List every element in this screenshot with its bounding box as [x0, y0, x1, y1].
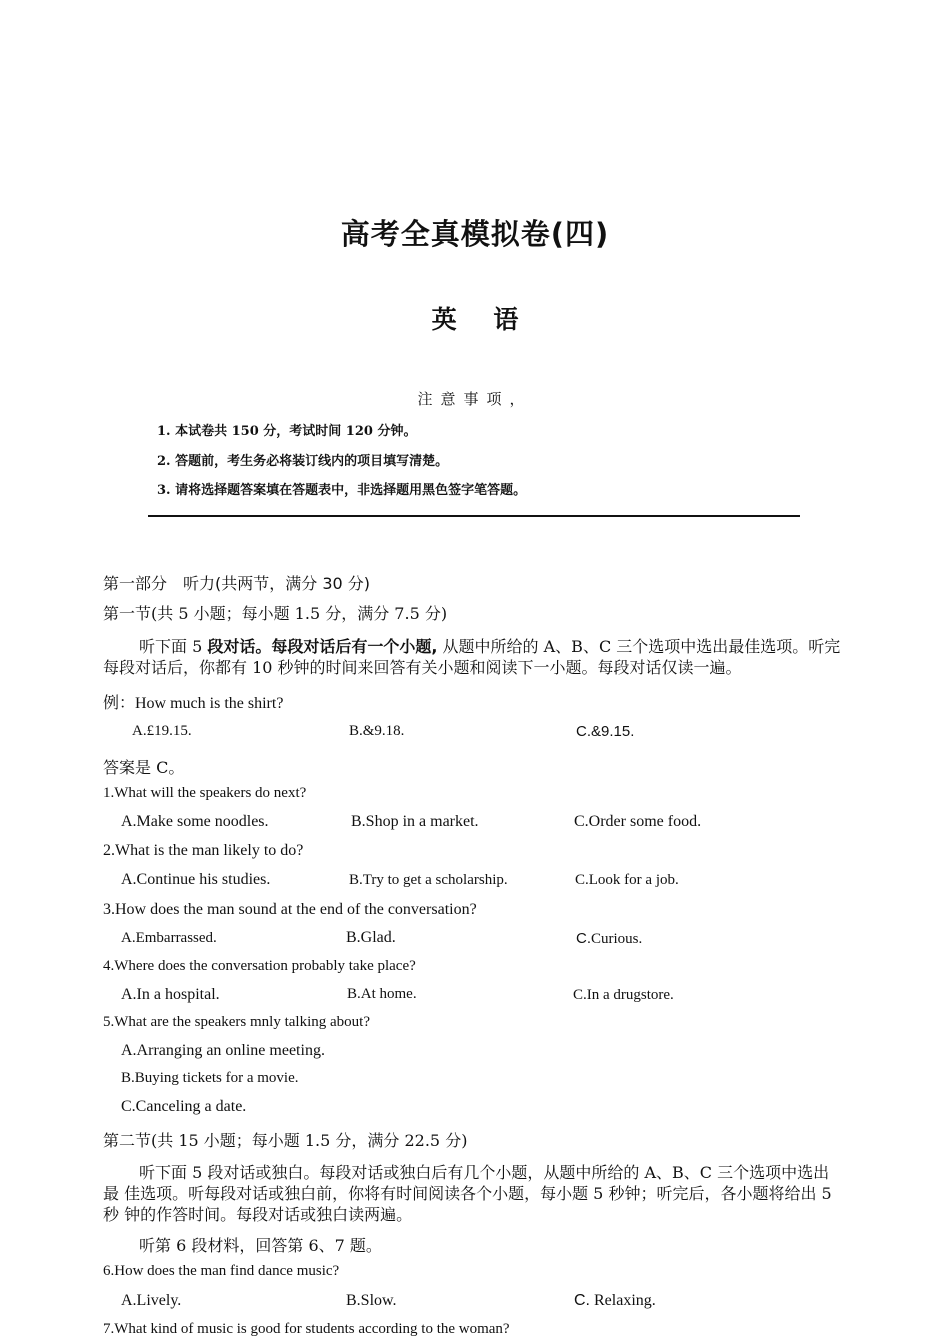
example-option-b: B.&9.18.: [349, 723, 405, 739]
example-option-a: A.£19.15.: [132, 723, 192, 739]
question-6: 6.How does the man find dance music?: [103, 1263, 340, 1279]
q2-option-c: C.Look for a job.: [575, 872, 679, 888]
question-1: 1.What will the speakers do next?: [103, 785, 307, 801]
question-2: 2.What is the man likely to do?: [103, 842, 304, 859]
q3-option-c-text: Curious.: [591, 931, 643, 947]
q6-option-c: [574, 1292, 656, 1310]
instruction-text: 听下面 5: [139, 637, 208, 656]
part1-heading: 第一部分 听力(共两节，满分 30 分): [103, 574, 371, 593]
q5-option-a: A.Arranging an online meeting.: [121, 1042, 325, 1059]
section2-instruction: 听下面 5 段对话或独白。每段对话或独白后有几个小题，从题中所给的 A、B、C 三个选项中选出最 佳选项。听每段对话或独白前，你将有时间阅读各个小题，每小题 5 秒钟；听完后，各小题将给出 5 秒 钟的作答时间。每段对话或独白读两遍。: [103, 1163, 832, 1224]
page-title: 高考全真模拟卷(四): [340, 217, 610, 251]
instruction-text: 从题中所给的 A、B、C 三个选项中选出最佳选项。听完 每段对话后，你都有 10 秒钟的时间来回答有关小题和阅读下一小题。每段对话仅读一遍。: [103, 637, 841, 677]
q2-option-b: B.Try to get a scholarship.: [349, 872, 508, 888]
q6-option-c-letter: C.: [574, 1292, 590, 1309]
section1-instruction: [103, 636, 841, 678]
q4-option-c: C.In a drugstore.: [573, 987, 674, 1003]
q1-option-a: A.Make some noodles.: [121, 813, 269, 830]
q6-option-c-text: Relaxing.: [594, 1292, 656, 1309]
q3-option-a: A.Embarrassed.: [121, 930, 217, 946]
q5-option-c: C.Canceling a date.: [121, 1098, 247, 1115]
subject-heading: 英 语: [431, 305, 519, 334]
q4-option-a: A.In a hospital.: [121, 986, 220, 1003]
notice-heading: 注意事项，: [417, 390, 533, 408]
q2-option-a: A.Continue his studies.: [121, 871, 271, 888]
question-5: 5.What are the speakers mnly talking about?: [103, 1014, 370, 1030]
q3-option-c: [576, 930, 642, 948]
notice-item: 1. 本试卷共 150 分，考试时间 120 分钟。: [157, 424, 417, 439]
example-option-c: C.&9.15.: [576, 723, 635, 740]
question-7: 7.What kind of music is good for students according to the woman?: [103, 1321, 510, 1337]
q1-option-b: B.Shop in a market.: [351, 813, 479, 830]
example-question: 例：How much is the shirt?: [103, 695, 284, 712]
notice-item: 3. 请将选择题答案填在答题表中，非选择题用黑色签字笔答题。: [157, 483, 527, 498]
q6-option-b: B.Slow.: [346, 1292, 397, 1309]
question-4: 4.Where does the conversation probably take place?: [103, 958, 416, 974]
notice-item: 2. 答题前，考生务必将装订线内的项目填写清楚。: [157, 454, 449, 469]
example-answer: 答案是 C。: [103, 758, 185, 777]
material-note: 听第 6 段材料，回答第 6、7 题。: [139, 1236, 382, 1255]
divider-line: [148, 515, 800, 517]
q1-option-c: C.Order some food.: [574, 813, 702, 830]
question-3: 3.How does the man sound at the end of the conversation?: [103, 901, 477, 918]
q3-option-b: B.Glad.: [346, 929, 396, 946]
q6-option-a: A.Lively.: [121, 1292, 182, 1309]
q5-option-b: B.Buying tickets for a movie.: [121, 1070, 299, 1086]
section1-heading: 第一节(共 5 小题；每小题 1.5 分，满分 7.5 分): [103, 604, 448, 623]
q4-option-b: B.At home.: [347, 986, 417, 1002]
instruction-emphasis: 段对话。每段对话后有一个小题,: [207, 637, 438, 656]
section2-heading: 第二节(共 15 小题；每小题 1.5 分，满分 22.5 分): [103, 1131, 468, 1150]
q3-option-c-letter: C.: [576, 930, 591, 947]
